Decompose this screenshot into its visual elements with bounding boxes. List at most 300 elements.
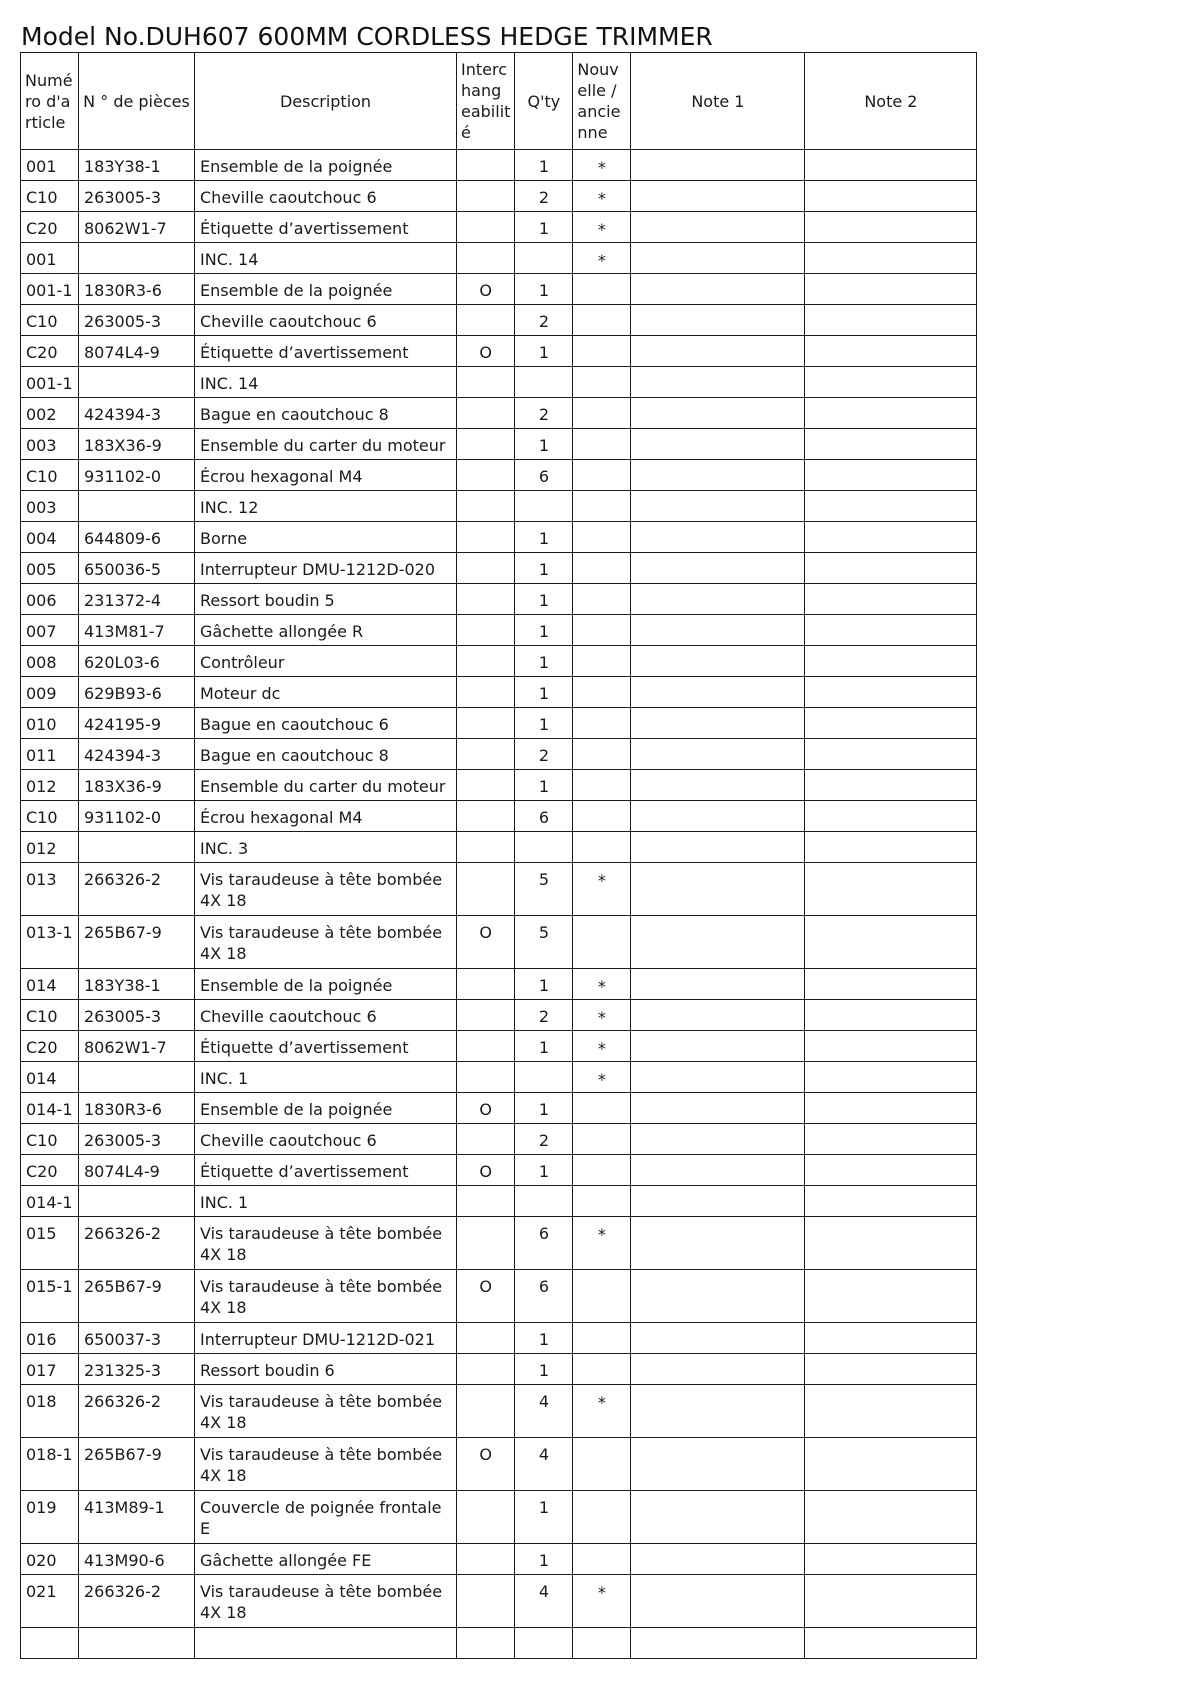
note-1-cell: [631, 150, 805, 181]
table-row-empty: [21, 1628, 977, 1659]
note-1-cell: [631, 969, 805, 1000]
interchangeability-cell: [457, 1323, 515, 1354]
note-2-cell: [805, 832, 977, 863]
description-cell: Vis taraudeuse à tête bombée 4X 18: [195, 1575, 457, 1628]
description-cell: Écrou hexagonal M4: [195, 460, 457, 491]
interchangeability-cell: [457, 243, 515, 274]
item-number-cell: C10: [21, 1124, 79, 1155]
table-row: [21, 1093, 977, 1124]
note-1-cell: [631, 1093, 805, 1124]
interchangeability-cell: [457, 969, 515, 1000]
table-row: [21, 863, 977, 916]
quantity-cell: 1: [515, 336, 573, 367]
page-title: Model No.DUH607 600MM CORDLESS HEDGE TRIMMER: [21, 22, 713, 51]
interchangeability-cell: [457, 739, 515, 770]
table-row: [21, 1031, 977, 1062]
description-cell: Cheville caoutchouc 6: [195, 181, 457, 212]
item-number-cell: 003: [21, 491, 79, 522]
new-old-cell: [573, 460, 631, 491]
description-cell: Ressort boudin 5: [195, 584, 457, 615]
table-row: [21, 969, 977, 1000]
new-old-cell: [573, 739, 631, 770]
table-row: [21, 1270, 977, 1323]
part-number-cell: [79, 832, 195, 863]
quantity-cell: 2: [515, 398, 573, 429]
item-number-cell: 001: [21, 243, 79, 274]
table-row: [21, 367, 977, 398]
table-row: [21, 305, 977, 336]
interchangeability-cell: O: [457, 336, 515, 367]
empty-cell: [457, 1628, 515, 1659]
note-2-cell: [805, 1062, 977, 1093]
note-2-cell: [805, 274, 977, 305]
note-2-cell: [805, 429, 977, 460]
note-1-cell: [631, 584, 805, 615]
new-old-cell: [573, 336, 631, 367]
header-description: Description: [195, 53, 457, 150]
item-number-cell: C10: [21, 801, 79, 832]
quantity-cell: 1: [515, 274, 573, 305]
part-number-cell: 265B67-9: [79, 916, 195, 969]
item-number-cell: 013: [21, 863, 79, 916]
note-1-cell: [631, 398, 805, 429]
item-number-cell: 001-1: [21, 367, 79, 398]
table-row: [21, 398, 977, 429]
interchangeability-cell: [457, 677, 515, 708]
table-row: [21, 1155, 977, 1186]
interchangeability-cell: [457, 460, 515, 491]
part-number-cell: 424394-3: [79, 739, 195, 770]
note-2-cell: [805, 1323, 977, 1354]
part-number-cell: [79, 367, 195, 398]
interchangeability-cell: [457, 553, 515, 584]
note-2-cell: [805, 212, 977, 243]
new-old-cell: *: [573, 1000, 631, 1031]
item-number-cell: 014-1: [21, 1186, 79, 1217]
interchangeability-cell: O: [457, 1438, 515, 1491]
item-number-cell: 003: [21, 429, 79, 460]
table-row: [21, 274, 977, 305]
description-cell: Interrupteur DMU-1212D-020: [195, 553, 457, 584]
table-row: [21, 739, 977, 770]
note-1-cell: [631, 1000, 805, 1031]
item-number-cell: 011: [21, 739, 79, 770]
new-old-cell: [573, 274, 631, 305]
header-note-2: Note 2: [805, 53, 977, 150]
note-2-cell: [805, 677, 977, 708]
note-2-cell: [805, 522, 977, 553]
item-number-cell: 004: [21, 522, 79, 553]
description-cell: Borne: [195, 522, 457, 553]
item-number-cell: C10: [21, 1000, 79, 1031]
note-2-cell: [805, 646, 977, 677]
new-old-cell: *: [573, 1031, 631, 1062]
quantity-cell: 1: [515, 1544, 573, 1575]
note-1-cell: [631, 212, 805, 243]
quantity-cell: [515, 1062, 573, 1093]
note-1-cell: [631, 863, 805, 916]
item-number-cell: 014: [21, 969, 79, 1000]
quantity-cell: 1: [515, 646, 573, 677]
item-number-cell: 001-1: [21, 274, 79, 305]
part-number-cell: 265B67-9: [79, 1438, 195, 1491]
note-2-cell: [805, 1217, 977, 1270]
empty-cell: [21, 1628, 79, 1659]
table-row: [21, 491, 977, 522]
new-old-cell: [573, 1155, 631, 1186]
note-2-cell: [805, 1544, 977, 1575]
description-cell: Bague en caoutchouc 8: [195, 398, 457, 429]
description-cell: Ensemble de la poignée: [195, 150, 457, 181]
new-old-cell: [573, 584, 631, 615]
part-number-cell: 644809-6: [79, 522, 195, 553]
part-number-cell: 424394-3: [79, 398, 195, 429]
item-number-cell: 005: [21, 553, 79, 584]
interchangeability-cell: [457, 1491, 515, 1544]
description-cell: Étiquette d’avertissement: [195, 212, 457, 243]
quantity-cell: 1: [515, 1323, 573, 1354]
part-number-cell: 650036-5: [79, 553, 195, 584]
interchangeability-cell: [457, 832, 515, 863]
note-2-cell: [805, 1000, 977, 1031]
note-1-cell: [631, 1491, 805, 1544]
item-number-cell: C10: [21, 181, 79, 212]
quantity-cell: 2: [515, 181, 573, 212]
header-quantity: Q'ty: [515, 53, 573, 150]
table-row: [21, 1438, 977, 1491]
part-number-cell: 263005-3: [79, 1000, 195, 1031]
part-number-cell: 620L03-6: [79, 646, 195, 677]
new-old-cell: *: [573, 1575, 631, 1628]
item-number-cell: 015-1: [21, 1270, 79, 1323]
quantity-cell: 4: [515, 1385, 573, 1438]
interchangeability-cell: [457, 398, 515, 429]
quantity-cell: 4: [515, 1575, 573, 1628]
quantity-cell: 1: [515, 615, 573, 646]
interchangeability-cell: [457, 584, 515, 615]
table-row: [21, 150, 977, 181]
item-number-cell: C20: [21, 1031, 79, 1062]
note-2-cell: [805, 367, 977, 398]
item-number-cell: 013-1: [21, 916, 79, 969]
note-2-cell: [805, 1093, 977, 1124]
note-1-cell: [631, 677, 805, 708]
note-2-cell: [805, 1491, 977, 1544]
interchangeability-cell: [457, 305, 515, 336]
quantity-cell: 1: [515, 212, 573, 243]
note-1-cell: [631, 367, 805, 398]
table-row: [21, 677, 977, 708]
description-cell: Écrou hexagonal M4: [195, 801, 457, 832]
description-cell: Ensemble de la poignée: [195, 1093, 457, 1124]
new-old-cell: *: [573, 150, 631, 181]
description-cell: Vis taraudeuse à tête bombée 4X 18: [195, 1438, 457, 1491]
quantity-cell: 1: [515, 522, 573, 553]
table-row: [21, 708, 977, 739]
new-old-cell: [573, 1186, 631, 1217]
description-cell: Étiquette d’avertissement: [195, 336, 457, 367]
part-number-cell: 266326-2: [79, 1575, 195, 1628]
new-old-cell: [573, 1270, 631, 1323]
part-number-cell: 263005-3: [79, 305, 195, 336]
note-1-cell: [631, 739, 805, 770]
note-2-cell: [805, 1438, 977, 1491]
quantity-cell: 1: [515, 584, 573, 615]
new-old-cell: [573, 615, 631, 646]
new-old-cell: [573, 367, 631, 398]
table-row: [21, 460, 977, 491]
table-row: [21, 181, 977, 212]
note-2-cell: [805, 770, 977, 801]
description-cell: Moteur dc: [195, 677, 457, 708]
interchangeability-cell: [457, 1062, 515, 1093]
part-number-cell: 8074L4-9: [79, 336, 195, 367]
item-number-cell: 007: [21, 615, 79, 646]
table-row: [21, 429, 977, 460]
description-cell: INC. 14: [195, 367, 457, 398]
quantity-cell: [515, 491, 573, 522]
table-row: [21, 1575, 977, 1628]
new-old-cell: *: [573, 243, 631, 274]
empty-cell: [79, 1628, 195, 1659]
description-cell: Ressort boudin 6: [195, 1354, 457, 1385]
item-number-cell: C20: [21, 336, 79, 367]
note-2-cell: [805, 336, 977, 367]
part-number-cell: 183Y38-1: [79, 969, 195, 1000]
note-2-cell: [805, 1575, 977, 1628]
description-cell: Ensemble de la poignée: [195, 274, 457, 305]
quantity-cell: 1: [515, 1155, 573, 1186]
item-number-cell: 014-1: [21, 1093, 79, 1124]
part-number-cell: 931102-0: [79, 801, 195, 832]
note-1-cell: [631, 1217, 805, 1270]
item-number-cell: 006: [21, 584, 79, 615]
description-cell: Ensemble de la poignée: [195, 969, 457, 1000]
table-row: [21, 1491, 977, 1544]
part-number-cell: [79, 491, 195, 522]
item-number-cell: C10: [21, 460, 79, 491]
item-number-cell: 015: [21, 1217, 79, 1270]
new-old-cell: [573, 429, 631, 460]
interchangeability-cell: O: [457, 274, 515, 305]
table-row: [21, 584, 977, 615]
interchangeability-cell: [457, 150, 515, 181]
new-old-cell: [573, 708, 631, 739]
part-number-cell: 183Y38-1: [79, 150, 195, 181]
description-cell: Contrôleur: [195, 646, 457, 677]
header-row: [21, 53, 977, 150]
parts-table: [20, 52, 977, 1659]
note-2-cell: [805, 1031, 977, 1062]
header-item-number: Numé ro d'a rticle: [21, 53, 79, 150]
note-2-cell: [805, 181, 977, 212]
description-cell: Ensemble du carter du moteur: [195, 770, 457, 801]
note-2-cell: [805, 1270, 977, 1323]
item-number-cell: C20: [21, 212, 79, 243]
note-1-cell: [631, 181, 805, 212]
description-cell: Vis taraudeuse à tête bombée 4X 18: [195, 916, 457, 969]
interchangeability-cell: [457, 367, 515, 398]
note-1-cell: [631, 832, 805, 863]
quantity-cell: 1: [515, 1031, 573, 1062]
note-2-cell: [805, 243, 977, 274]
header-interchangeability: Interc hang eabilit é: [457, 53, 515, 150]
new-old-cell: [573, 677, 631, 708]
part-number-cell: 231325-3: [79, 1354, 195, 1385]
description-cell: Étiquette d’avertissement: [195, 1031, 457, 1062]
part-number-cell: 629B93-6: [79, 677, 195, 708]
interchangeability-cell: [457, 801, 515, 832]
note-2-cell: [805, 916, 977, 969]
note-2-cell: [805, 708, 977, 739]
note-1-cell: [631, 522, 805, 553]
note-1-cell: [631, 1354, 805, 1385]
new-old-cell: [573, 832, 631, 863]
new-old-cell: *: [573, 181, 631, 212]
part-number-cell: 263005-3: [79, 181, 195, 212]
quantity-cell: 1: [515, 150, 573, 181]
description-cell: Cheville caoutchouc 6: [195, 305, 457, 336]
interchangeability-cell: [457, 491, 515, 522]
new-old-cell: [573, 916, 631, 969]
table-row: [21, 1124, 977, 1155]
description-cell: Vis taraudeuse à tête bombée 4X 18: [195, 1217, 457, 1270]
table-row: [21, 1544, 977, 1575]
quantity-cell: [515, 832, 573, 863]
interchangeability-cell: [457, 615, 515, 646]
part-number-cell: 8062W1-7: [79, 212, 195, 243]
part-number-cell: 266326-2: [79, 863, 195, 916]
note-2-cell: [805, 801, 977, 832]
note-2-cell: [805, 584, 977, 615]
quantity-cell: 1: [515, 770, 573, 801]
item-number-cell: 002: [21, 398, 79, 429]
item-number-cell: C10: [21, 305, 79, 336]
quantity-cell: 6: [515, 801, 573, 832]
description-cell: INC. 1: [195, 1062, 457, 1093]
note-1-cell: [631, 1323, 805, 1354]
interchangeability-cell: [457, 1031, 515, 1062]
new-old-cell: [573, 1491, 631, 1544]
note-1-cell: [631, 615, 805, 646]
new-old-cell: [573, 398, 631, 429]
new-old-cell: [573, 1354, 631, 1385]
description-cell: INC. 14: [195, 243, 457, 274]
new-old-cell: [573, 646, 631, 677]
part-number-cell: 265B67-9: [79, 1270, 195, 1323]
description-cell: Bague en caoutchouc 8: [195, 739, 457, 770]
part-number-cell: 424195-9: [79, 708, 195, 739]
table-row: [21, 615, 977, 646]
item-number-cell: 012: [21, 770, 79, 801]
new-old-cell: [573, 770, 631, 801]
note-1-cell: [631, 708, 805, 739]
item-number-cell: 001: [21, 150, 79, 181]
part-number-cell: 413M81-7: [79, 615, 195, 646]
table-row: [21, 770, 977, 801]
interchangeability-cell: [457, 708, 515, 739]
quantity-cell: 1: [515, 1093, 573, 1124]
quantity-cell: [515, 243, 573, 274]
interchangeability-cell: [457, 1544, 515, 1575]
quantity-cell: 1: [515, 1354, 573, 1385]
interchangeability-cell: [457, 863, 515, 916]
quantity-cell: [515, 1186, 573, 1217]
part-number-cell: 183X36-9: [79, 429, 195, 460]
quantity-cell: 1: [515, 969, 573, 1000]
interchangeability-cell: O: [457, 1093, 515, 1124]
note-1-cell: [631, 1062, 805, 1093]
description-cell: Interrupteur DMU-1212D-021: [195, 1323, 457, 1354]
empty-cell: [573, 1628, 631, 1659]
note-2-cell: [805, 305, 977, 336]
interchangeability-cell: [457, 646, 515, 677]
quantity-cell: 5: [515, 863, 573, 916]
quantity-cell: 2: [515, 1000, 573, 1031]
table-row: [21, 801, 977, 832]
note-1-cell: [631, 553, 805, 584]
note-1-cell: [631, 1385, 805, 1438]
note-1-cell: [631, 1575, 805, 1628]
quantity-cell: 2: [515, 305, 573, 336]
table-row: [21, 522, 977, 553]
interchangeability-cell: [457, 1186, 515, 1217]
interchangeability-cell: [457, 1575, 515, 1628]
quantity-cell: 6: [515, 1270, 573, 1323]
part-number-cell: 931102-0: [79, 460, 195, 491]
item-number-cell: 008: [21, 646, 79, 677]
note-1-cell: [631, 429, 805, 460]
note-1-cell: [631, 646, 805, 677]
interchangeability-cell: O: [457, 1270, 515, 1323]
note-1-cell: [631, 336, 805, 367]
header-new-old: Nouv elle / ancie nne: [573, 53, 631, 150]
new-old-cell: *: [573, 863, 631, 916]
new-old-cell: [573, 305, 631, 336]
item-number-cell: 018: [21, 1385, 79, 1438]
table-row: [21, 1354, 977, 1385]
new-old-cell: *: [573, 969, 631, 1000]
table-row: [21, 1217, 977, 1270]
note-2-cell: [805, 1354, 977, 1385]
description-cell: Gâchette allongée FE: [195, 1544, 457, 1575]
empty-cell: [195, 1628, 457, 1659]
note-2-cell: [805, 1155, 977, 1186]
quantity-cell: 2: [515, 739, 573, 770]
note-1-cell: [631, 243, 805, 274]
note-2-cell: [805, 460, 977, 491]
note-1-cell: [631, 1155, 805, 1186]
table-row: [21, 1186, 977, 1217]
table-row: [21, 1000, 977, 1031]
item-number-cell: 018-1: [21, 1438, 79, 1491]
note-1-cell: [631, 274, 805, 305]
quantity-cell: 1: [515, 708, 573, 739]
note-1-cell: [631, 1438, 805, 1491]
header-note-1: Note 1: [631, 53, 805, 150]
interchangeability-cell: [457, 1354, 515, 1385]
part-number-cell: 1830R3-6: [79, 274, 195, 305]
note-1-cell: [631, 460, 805, 491]
part-number-cell: 8062W1-7: [79, 1031, 195, 1062]
part-number-cell: 266326-2: [79, 1217, 195, 1270]
description-cell: INC. 1: [195, 1186, 457, 1217]
item-number-cell: C20: [21, 1155, 79, 1186]
new-old-cell: [573, 1124, 631, 1155]
item-number-cell: 019: [21, 1491, 79, 1544]
new-old-cell: [573, 801, 631, 832]
description-cell: INC. 12: [195, 491, 457, 522]
